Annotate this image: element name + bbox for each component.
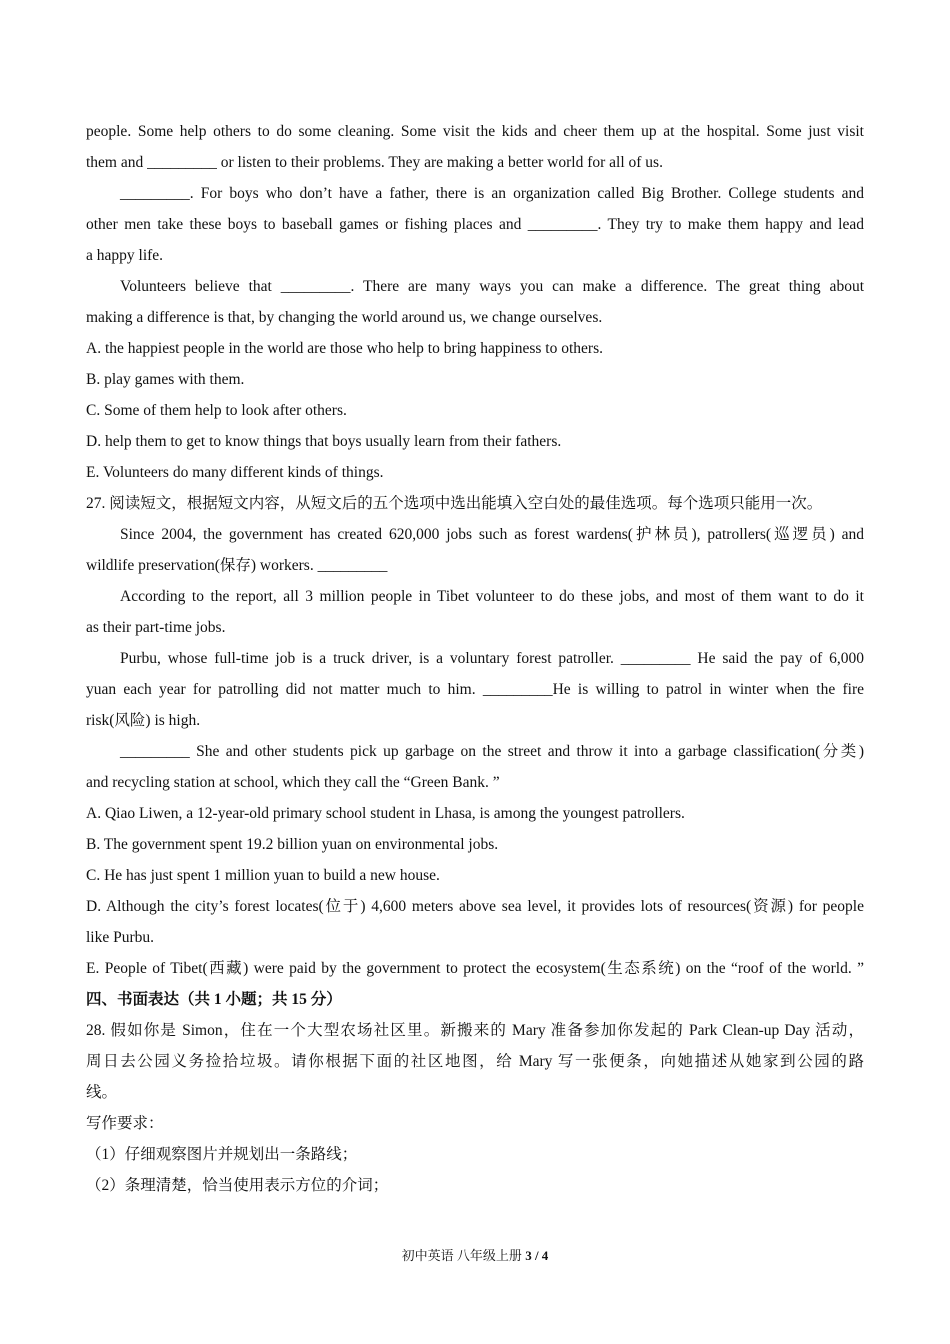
text-line: as their part-time jobs.	[86, 619, 226, 636]
footer-label: 初中英语 八年级上册	[401, 1248, 522, 1263]
page-body	[86, 116, 864, 1201]
text-line: B. play games with them.	[86, 371, 245, 388]
text-line: making a difference is that, by changing the world around us, we change ourselves.	[86, 309, 603, 326]
text-line: 线。	[86, 1084, 118, 1101]
text-line: E. Volunteers do many different kinds of things.	[86, 464, 384, 481]
text-line: （2）条理清楚，恰当使用表示方位的介词；	[86, 1177, 389, 1194]
text-line: 周日去公园义务捡拾垃圾。请你根据下面的社区地图，给 Mary 写一张便条，向她描述从她家到公园的路	[86, 1053, 864, 1070]
text-line: Since 2004, the government has created 620,000 jobs such as forest wardens(护林员), patrollers(巡逻员) and	[120, 526, 864, 543]
text-line: _________. For boys who don’t have a father, there is an organization called Big Brother. College students and	[120, 185, 864, 202]
text-line: Volunteers believe that _________. There are many ways you can make a difference. The great thing about	[120, 278, 864, 295]
text-line: D. Although the city’s forest locates(位于) 4,600 meters above sea level, it provides lots of resources(资源) for people	[86, 898, 864, 915]
text-line: _________ She and other students pick up garbage on the street and throw it into a garbage classification(分类)	[120, 743, 864, 760]
text-line: According to the report, all 3 million people in Tibet volunteer to do these jobs, and most of them want to do it	[120, 588, 864, 605]
text-line: other men take these boys to baseball games or fishing places and _________. They try to make them happy and lead	[86, 216, 864, 233]
text-line: wildlife preservation(保存) workers. _________	[86, 557, 388, 574]
text-line: 四、书面表达（共 1 小题；共 15 分）	[86, 991, 342, 1008]
text-line: 27. 阅读短文，根据短文内容，从短文后的五个选项中选出能填入空白处的最佳选项。每个选项只能用一次。	[86, 495, 823, 512]
text-line: B. The government spent 19.2 billion yuan on environmental jobs.	[86, 836, 499, 853]
text-line: （1）仔细观察图片并规划出一条路线；	[86, 1146, 358, 1163]
text-line: E. People of Tibet(西藏) were paid by the government to protect the ecosystem(生态系统) on the “roof of the world. ”	[86, 960, 864, 977]
text-line: them and _________ or listen to their problems. They are making a better world for all of us.	[86, 154, 663, 171]
page-number: 3 / 4	[525, 1248, 549, 1263]
text-line: Purbu, whose full-time job is a truck driver, is a voluntary forest patroller. _________ He said the pay of 6,000	[120, 650, 864, 667]
text-line: risk(风险) is high.	[86, 712, 201, 729]
text-line: yuan each year for patrolling did not matter much to him. _________He is willing to patrol in winter when the fire	[86, 681, 864, 698]
text-line: 写作要求：	[86, 1115, 164, 1132]
page-footer	[0, 1246, 950, 1266]
text-line: A. Qiao Liwen, a 12-year-old primary school student in Lhasa, is among the youngest patrollers.	[86, 805, 685, 822]
text-line: like Purbu.	[86, 929, 155, 946]
text-line: a happy life.	[86, 247, 164, 264]
text-line: C. Some of them help to look after others.	[86, 402, 347, 419]
text-line: C. He has just spent 1 million yuan to build a new house.	[86, 867, 440, 884]
text-line: people. Some help others to do some cleaning. Some visit the kids and cheer them up at the hospital. Some just visit	[86, 123, 864, 140]
text-line: A. the happiest people in the world are those who help to bring happiness to others.	[86, 340, 603, 357]
text-line: and recycling station at school, which they call the “Green Bank. ”	[86, 774, 500, 791]
text-line: 28. 假如你是 Simon，住在一个大型农场社区里。新搬来的 Mary 准备参加你发起的 Park Clean-up Day 活动，	[86, 1022, 864, 1039]
text-line: D. help them to get to know things that boys usually learn from their fathers.	[86, 433, 562, 450]
